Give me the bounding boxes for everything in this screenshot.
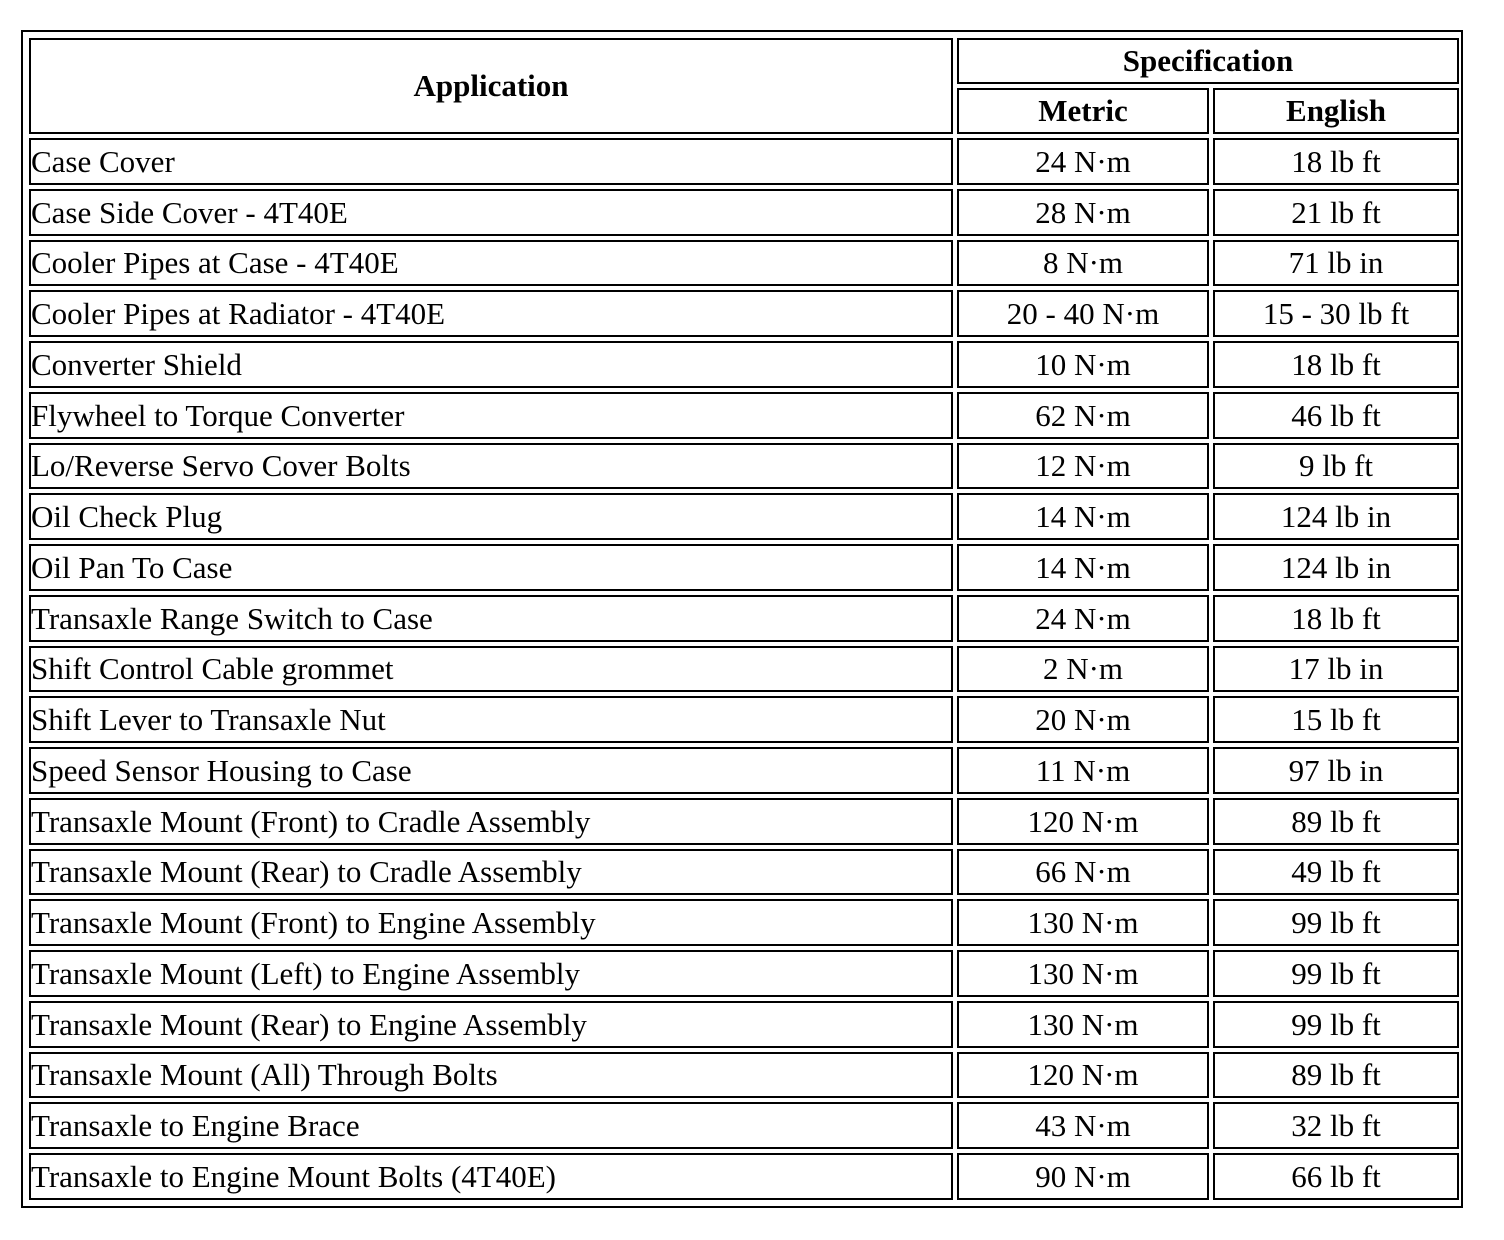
cell-metric: 14 N·m (957, 544, 1209, 591)
table-row (29, 899, 1459, 946)
cell-english: 97 lb in (1213, 747, 1459, 794)
cell-english: 18 lb ft (1213, 595, 1459, 642)
cell-metric: 11 N·m (957, 747, 1209, 794)
table-row (29, 1052, 1459, 1099)
cell-application: Transaxle Mount (Front) to Engine Assembly (29, 899, 953, 946)
cell-metric: 12 N·m (957, 443, 1209, 490)
cell-metric: 28 N·m (957, 189, 1209, 236)
table-row (29, 493, 1459, 540)
cell-metric: 24 N·m (957, 138, 1209, 185)
torque-spec-table (25, 34, 1463, 1204)
cell-metric: 130 N·m (957, 899, 1209, 946)
cell-english: 9 lb ft (1213, 443, 1459, 490)
column-header-application: Application (29, 38, 953, 134)
cell-metric: 66 N·m (957, 849, 1209, 896)
cell-application: Transaxle Mount (All) Through Bolts (29, 1052, 953, 1099)
cell-english: 17 lb in (1213, 646, 1459, 693)
table-row (29, 544, 1459, 591)
cell-application: Oil Pan To Case (29, 544, 953, 591)
cell-application: Lo/Reverse Servo Cover Bolts (29, 443, 953, 490)
cell-metric: 130 N·m (957, 950, 1209, 997)
cell-english: 18 lb ft (1213, 341, 1459, 388)
cell-metric: 130 N·m (957, 1001, 1209, 1048)
cell-application: Transaxle Mount (Rear) to Engine Assembly (29, 1001, 953, 1048)
cell-metric: 62 N·m (957, 392, 1209, 439)
cell-english: 46 lb ft (1213, 392, 1459, 439)
cell-application: Transaxle Mount (Rear) to Cradle Assembly (29, 849, 953, 896)
table-row (29, 1153, 1459, 1200)
cell-english: 15 lb ft (1213, 696, 1459, 743)
table-row (29, 747, 1459, 794)
cell-application: Case Cover (29, 138, 953, 185)
torque-spec-table-frame (21, 30, 1463, 1208)
cell-metric: 8 N·m (957, 240, 1209, 287)
table-row (29, 798, 1459, 845)
cell-application: Transaxle Mount (Front) to Cradle Assembly (29, 798, 953, 845)
cell-english: 89 lb ft (1213, 1052, 1459, 1099)
cell-application: Case Side Cover - 4T40E (29, 189, 953, 236)
cell-english: 66 lb ft (1213, 1153, 1459, 1200)
table-row (29, 189, 1459, 236)
cell-english: 124 lb in (1213, 493, 1459, 540)
column-header-specification: Specification (957, 38, 1459, 84)
cell-english: 15 - 30 lb ft (1213, 290, 1459, 337)
cell-english: 89 lb ft (1213, 798, 1459, 845)
table-row (29, 392, 1459, 439)
cell-english: 71 lb in (1213, 240, 1459, 287)
cell-application: Transaxle Mount (Left) to Engine Assembly (29, 950, 953, 997)
cell-metric: 14 N·m (957, 493, 1209, 540)
cell-english: 32 lb ft (1213, 1102, 1459, 1149)
cell-english: 21 lb ft (1213, 189, 1459, 236)
cell-application: Transaxle to Engine Brace (29, 1102, 953, 1149)
table-header (29, 38, 1459, 134)
table-row (29, 646, 1459, 693)
cell-metric: 20 N·m (957, 696, 1209, 743)
cell-english: 124 lb in (1213, 544, 1459, 591)
cell-metric: 20 - 40 N·m (957, 290, 1209, 337)
cell-application: Cooler Pipes at Radiator - 4T40E (29, 290, 953, 337)
cell-english: 99 lb ft (1213, 1001, 1459, 1048)
cell-english: 99 lb ft (1213, 899, 1459, 946)
column-header-metric: Metric (957, 88, 1209, 134)
table-row (29, 1001, 1459, 1048)
cell-metric: 2 N·m (957, 646, 1209, 693)
table-body (29, 138, 1459, 1200)
cell-application: Speed Sensor Housing to Case (29, 747, 953, 794)
table-row (29, 443, 1459, 490)
cell-english: 99 lb ft (1213, 950, 1459, 997)
cell-metric: 120 N·m (957, 798, 1209, 845)
cell-metric: 90 N·m (957, 1153, 1209, 1200)
cell-metric: 43 N·m (957, 1102, 1209, 1149)
table-row (29, 240, 1459, 287)
cell-application: Transaxle to Engine Mount Bolts (4T40E) (29, 1153, 953, 1200)
cell-application: Transaxle Range Switch to Case (29, 595, 953, 642)
table-row (29, 595, 1459, 642)
cell-application: Converter Shield (29, 341, 953, 388)
cell-application: Oil Check Plug (29, 493, 953, 540)
cell-english: 49 lb ft (1213, 849, 1459, 896)
table-row (29, 138, 1459, 185)
table-row (29, 1102, 1459, 1149)
table-row (29, 950, 1459, 997)
table-row (29, 290, 1459, 337)
table-row (29, 341, 1459, 388)
cell-application: Shift Control Cable grommet (29, 646, 953, 693)
cell-application: Cooler Pipes at Case - 4T40E (29, 240, 953, 287)
cell-metric: 120 N·m (957, 1052, 1209, 1099)
cell-metric: 24 N·m (957, 595, 1209, 642)
table-row (29, 696, 1459, 743)
cell-application: Shift Lever to Transaxle Nut (29, 696, 953, 743)
column-header-english: English (1213, 88, 1459, 134)
cell-metric: 10 N·m (957, 341, 1209, 388)
cell-english: 18 lb ft (1213, 138, 1459, 185)
table-row (29, 849, 1459, 896)
header-row-top (29, 38, 1459, 84)
cell-application: Flywheel to Torque Converter (29, 392, 953, 439)
